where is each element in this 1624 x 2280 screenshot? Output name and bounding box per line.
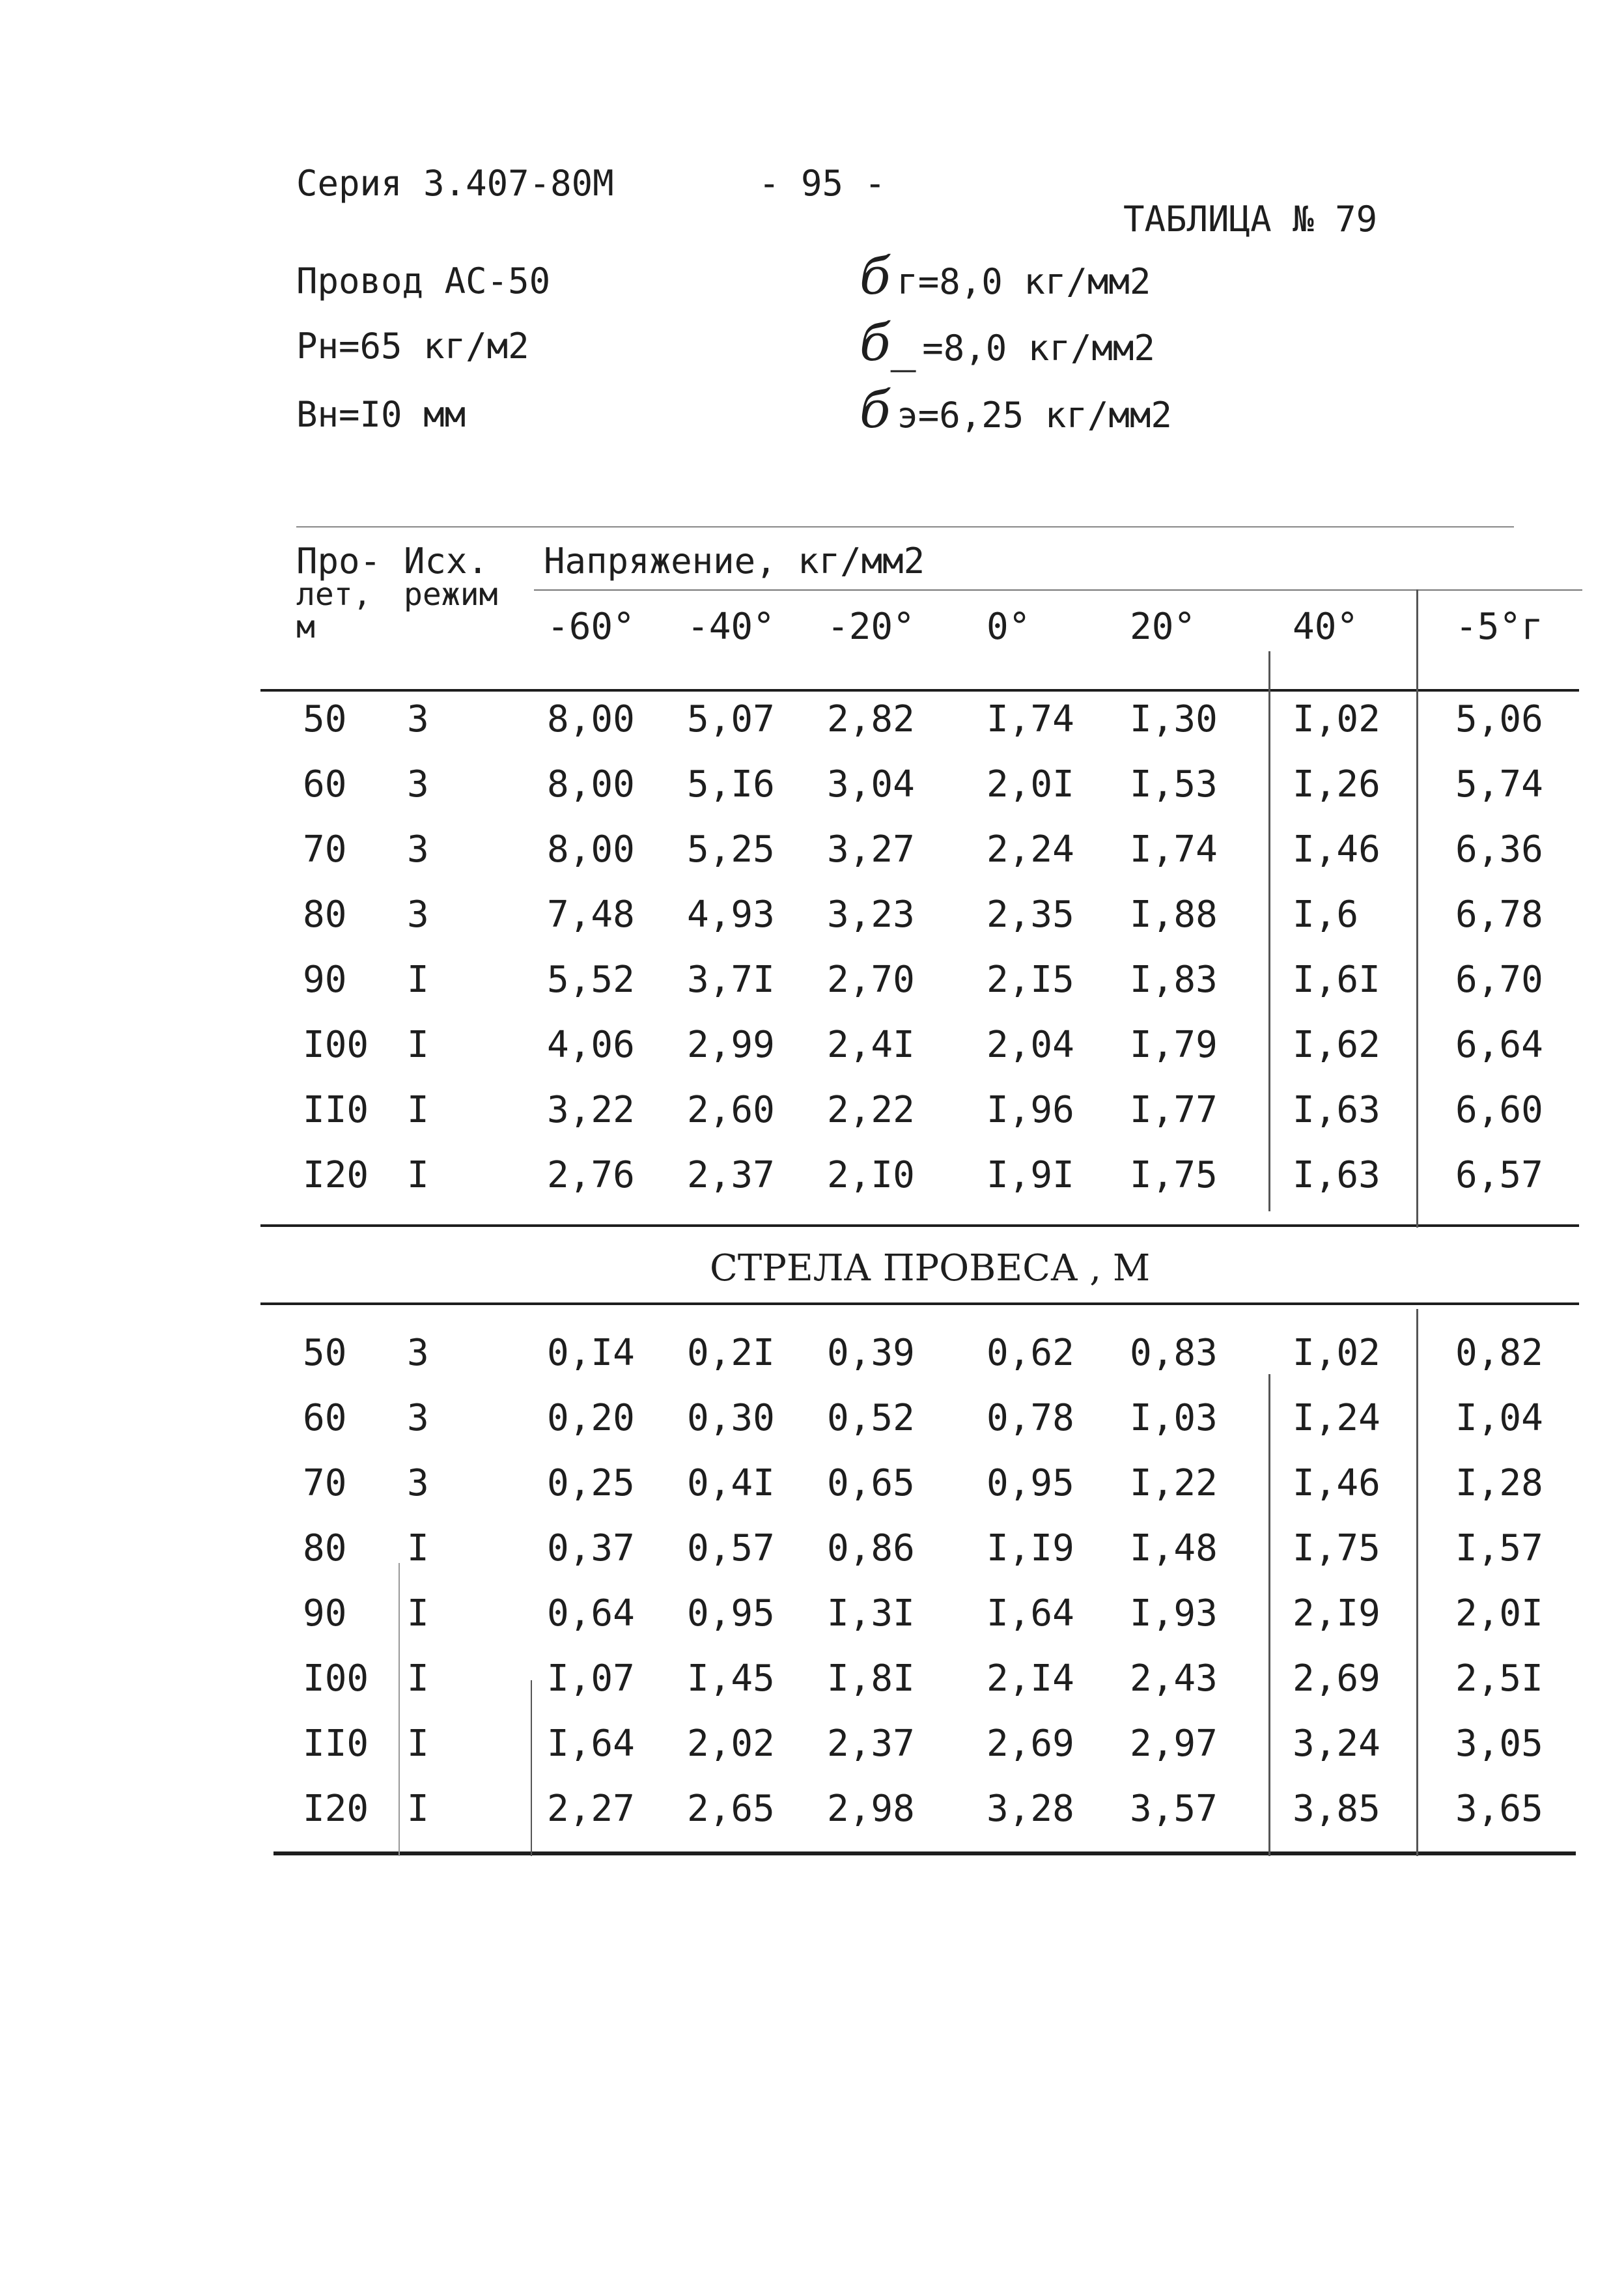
- value-cell: 2,5I: [1455, 1657, 1543, 1700]
- value-cell: I,88: [1130, 894, 1218, 936]
- value-cell: I,6: [1293, 894, 1359, 936]
- sigma-minus-value: =8,0 кг/мм2: [922, 328, 1155, 369]
- value-cell: 3,57: [1130, 1788, 1218, 1830]
- value-cell: 2,22: [827, 1089, 915, 1131]
- value-cell: 0,65: [827, 1462, 915, 1504]
- value-cell: 6,78: [1455, 894, 1543, 936]
- span-cell: I00: [303, 1657, 369, 1700]
- value-cell: 2,4I: [827, 1024, 915, 1066]
- value-cell: 6,70: [1455, 959, 1543, 1001]
- value-cell: I,48: [1130, 1527, 1218, 1569]
- temperature-header: -40°: [687, 606, 775, 648]
- mode-cell: I: [407, 1723, 429, 1765]
- rule-stress-bottom: [260, 1224, 1579, 1227]
- span-cell: 90: [303, 1592, 347, 1635]
- value-cell: I,57: [1455, 1527, 1543, 1569]
- header-span-line2: лет,: [296, 576, 372, 613]
- value-cell: 2,69: [1293, 1657, 1380, 1700]
- value-cell: 2,24: [987, 828, 1074, 871]
- value-cell: I,62: [1293, 1024, 1380, 1066]
- temperature-header: -20°: [827, 606, 915, 648]
- temperature-header: 40°: [1293, 606, 1359, 648]
- vrule-last: [1416, 589, 1418, 1228]
- value-cell: 3,22: [547, 1089, 635, 1131]
- value-cell: I,77: [1130, 1089, 1218, 1131]
- value-cell: 0,83: [1130, 1332, 1218, 1374]
- value-cell: 2,I9: [1293, 1592, 1380, 1635]
- value-cell: 0,95: [687, 1592, 775, 1635]
- mode-cell: I: [407, 1788, 429, 1830]
- span-cell: I00: [303, 1024, 369, 1066]
- mode-cell: I: [407, 1657, 429, 1700]
- mode-cell: I: [407, 1089, 429, 1131]
- param-ice: Вн=I0 мм: [296, 394, 466, 435]
- mode-cell: 3: [407, 828, 429, 871]
- value-cell: 2,60: [687, 1089, 775, 1131]
- table-title: ТАБЛИЦА № 79: [1123, 199, 1378, 240]
- header-span-line1: Про-: [296, 541, 382, 582]
- span-cell: 90: [303, 959, 347, 1001]
- value-cell: 2,99: [687, 1024, 775, 1066]
- value-cell: 3,85: [1293, 1788, 1380, 1830]
- value-cell: 3,04: [827, 763, 915, 806]
- value-cell: I,04: [1455, 1397, 1543, 1439]
- mode-cell: I: [407, 1154, 429, 1196]
- value-cell: 5,74: [1455, 763, 1543, 806]
- value-cell: I,30: [1130, 698, 1218, 740]
- value-cell: I,6I: [1293, 959, 1380, 1001]
- value-cell: 0,2I: [687, 1332, 775, 1374]
- value-cell: 0,64: [547, 1592, 635, 1635]
- value-cell: 6,64: [1455, 1024, 1543, 1066]
- value-cell: 0,57: [687, 1527, 775, 1569]
- value-cell: I,24: [1293, 1397, 1380, 1439]
- span-cell: 70: [303, 1462, 347, 1504]
- span-cell: 80: [303, 894, 347, 936]
- span-cell: 60: [303, 1397, 347, 1439]
- span-cell: I20: [303, 1788, 369, 1830]
- span-cell: II0: [303, 1723, 369, 1765]
- vrule-last-sag: [1416, 1309, 1418, 1856]
- value-cell: 2,I0: [827, 1154, 915, 1196]
- value-cell: 5,52: [547, 959, 635, 1001]
- value-cell: I,26: [1293, 763, 1380, 806]
- series-label: Серия 3.407-80М: [296, 163, 614, 204]
- mode-cell: I: [407, 1592, 429, 1635]
- rule-top: [296, 526, 1514, 528]
- value-cell: I,63: [1293, 1154, 1380, 1196]
- value-cell: 3,28: [987, 1788, 1074, 1830]
- sigma-symbol: б_: [860, 314, 916, 373]
- value-cell: I,3I: [827, 1592, 915, 1635]
- value-cell: I,96: [987, 1089, 1074, 1131]
- header-span-line3: м: [296, 609, 315, 645]
- value-cell: 2,I4: [987, 1657, 1074, 1700]
- rule-header-bottom: [260, 689, 1579, 692]
- value-cell: I,45: [687, 1657, 775, 1700]
- rule-temps: [534, 589, 1582, 591]
- value-cell: I,03: [1130, 1397, 1218, 1439]
- value-cell: 2,37: [687, 1154, 775, 1196]
- param-sigma-e: [860, 381, 1172, 440]
- value-cell: 0,37: [547, 1527, 635, 1569]
- mode-cell: 3: [407, 763, 429, 806]
- value-cell: 3,23: [827, 894, 915, 936]
- value-cell: 2,98: [827, 1788, 915, 1830]
- sigma-e-value: э=6,25 кг/мм2: [897, 395, 1172, 436]
- value-cell: 2,I5: [987, 959, 1074, 1001]
- value-cell: 2,76: [547, 1154, 635, 1196]
- value-cell: I,07: [547, 1657, 635, 1700]
- span-cell: 50: [303, 698, 347, 740]
- span-cell: 70: [303, 828, 347, 871]
- value-cell: I,64: [987, 1592, 1074, 1635]
- value-cell: 3,24: [1293, 1723, 1380, 1765]
- value-cell: I,28: [1455, 1462, 1543, 1504]
- mode-cell: I: [407, 959, 429, 1001]
- span-cell: 60: [303, 763, 347, 806]
- value-cell: I,63: [1293, 1089, 1380, 1131]
- header-mode-line1: Исх.: [404, 541, 489, 582]
- value-cell: I,74: [987, 698, 1074, 740]
- vrule-40-sag: [1268, 1374, 1270, 1856]
- mode-cell: I: [407, 1527, 429, 1569]
- value-cell: 6,36: [1455, 828, 1543, 871]
- value-cell: 8,00: [547, 698, 635, 740]
- value-cell: 5,I6: [687, 763, 775, 806]
- value-cell: 3,7I: [687, 959, 775, 1001]
- value-cell: 5,25: [687, 828, 775, 871]
- value-cell: 2,70: [827, 959, 915, 1001]
- value-cell: 6,60: [1455, 1089, 1543, 1131]
- temperature-header: 20°: [1130, 606, 1196, 648]
- sigma-symbol: б: [860, 381, 891, 440]
- value-cell: 3,05: [1455, 1723, 1543, 1765]
- value-cell: 0,95: [987, 1462, 1074, 1504]
- page-number: - 95 -: [759, 163, 886, 204]
- value-cell: I,8I: [827, 1657, 915, 1700]
- vrule-mode: [531, 1680, 532, 1856]
- rule-table-bottom: [273, 1851, 1576, 1855]
- value-cell: 3,65: [1455, 1788, 1543, 1830]
- value-cell: I,93: [1130, 1592, 1218, 1635]
- span-cell: I20: [303, 1154, 369, 1196]
- value-cell: 2,65: [687, 1788, 775, 1830]
- value-cell: I,I9: [987, 1527, 1074, 1569]
- value-cell: 2,0I: [987, 763, 1074, 806]
- value-cell: 2,97: [1130, 1723, 1218, 1765]
- mode-cell: 3: [407, 698, 429, 740]
- param-wire: Провод АС-50: [296, 260, 551, 302]
- span-cell: 50: [303, 1332, 347, 1374]
- value-cell: 2,04: [987, 1024, 1074, 1066]
- value-cell: I,75: [1293, 1527, 1380, 1569]
- value-cell: I,02: [1293, 1332, 1380, 1374]
- value-cell: 2,02: [687, 1723, 775, 1765]
- value-cell: 0,82: [1455, 1332, 1543, 1374]
- value-cell: I,64: [547, 1723, 635, 1765]
- value-cell: I,46: [1293, 828, 1380, 871]
- mode-cell: 3: [407, 1397, 429, 1439]
- value-cell: 2,82: [827, 698, 915, 740]
- value-cell: I,9I: [987, 1154, 1074, 1196]
- mode-cell: 3: [407, 1332, 429, 1374]
- value-cell: I,79: [1130, 1024, 1218, 1066]
- value-cell: 8,00: [547, 763, 635, 806]
- temperature-header: -60°: [547, 606, 635, 648]
- value-cell: 8,00: [547, 828, 635, 871]
- sag-title: СТРЕЛА ПРОВЕСА , М: [710, 1247, 1151, 1289]
- value-cell: 2,43: [1130, 1657, 1218, 1700]
- value-cell: 6,57: [1455, 1154, 1543, 1196]
- mode-cell: 3: [407, 1462, 429, 1504]
- value-cell: 0,4I: [687, 1462, 775, 1504]
- value-cell: 0,I4: [547, 1332, 635, 1374]
- value-cell: 4,93: [687, 894, 775, 936]
- value-cell: I,75: [1130, 1154, 1218, 1196]
- value-cell: 5,07: [687, 698, 775, 740]
- sigma-g-value: г=8,0 кг/мм2: [897, 261, 1151, 302]
- vrule-40: [1268, 651, 1270, 1211]
- mode-cell: 3: [407, 894, 429, 936]
- param-pressure: Рн=65 кг/м2: [296, 326, 529, 367]
- value-cell: 4,06: [547, 1024, 635, 1066]
- value-cell: I,74: [1130, 828, 1218, 871]
- value-cell: I,53: [1130, 763, 1218, 806]
- value-cell: I,02: [1293, 698, 1380, 740]
- value-cell: 7,48: [547, 894, 635, 936]
- value-cell: 2,27: [547, 1788, 635, 1830]
- value-cell: 5,06: [1455, 698, 1543, 740]
- temperature-header: -5°г: [1455, 606, 1543, 648]
- value-cell: 0,25: [547, 1462, 635, 1504]
- value-cell: 0,20: [547, 1397, 635, 1439]
- span-cell: II0: [303, 1089, 369, 1131]
- value-cell: 0,62: [987, 1332, 1074, 1374]
- value-cell: I,46: [1293, 1462, 1380, 1504]
- temperature-header: 0°: [987, 606, 1031, 648]
- span-cell: 80: [303, 1527, 347, 1569]
- value-cell: I,83: [1130, 959, 1218, 1001]
- value-cell: 2,69: [987, 1723, 1074, 1765]
- value-cell: 0,39: [827, 1332, 915, 1374]
- header-stress-label: Напряжение, кг/мм2: [544, 541, 925, 582]
- rule-sag-title-bottom: [260, 1302, 1579, 1305]
- value-cell: 3,27: [827, 828, 915, 871]
- value-cell: 0,52: [827, 1397, 915, 1439]
- value-cell: 2,37: [827, 1723, 915, 1765]
- value-cell: 2,35: [987, 894, 1074, 936]
- value-cell: 2,0I: [1455, 1592, 1543, 1635]
- value-cell: 0,30: [687, 1397, 775, 1439]
- mode-cell: I: [407, 1024, 429, 1066]
- param-sigma-g: [860, 247, 1151, 306]
- value-cell: 0,86: [827, 1527, 915, 1569]
- header-mode-line2: режим: [404, 576, 498, 613]
- vrule-span: [399, 1563, 400, 1856]
- value-cell: I,22: [1130, 1462, 1218, 1504]
- sigma-symbol: б: [860, 247, 891, 306]
- value-cell: 0,78: [987, 1397, 1074, 1439]
- param-sigma-minus: [860, 314, 1155, 373]
